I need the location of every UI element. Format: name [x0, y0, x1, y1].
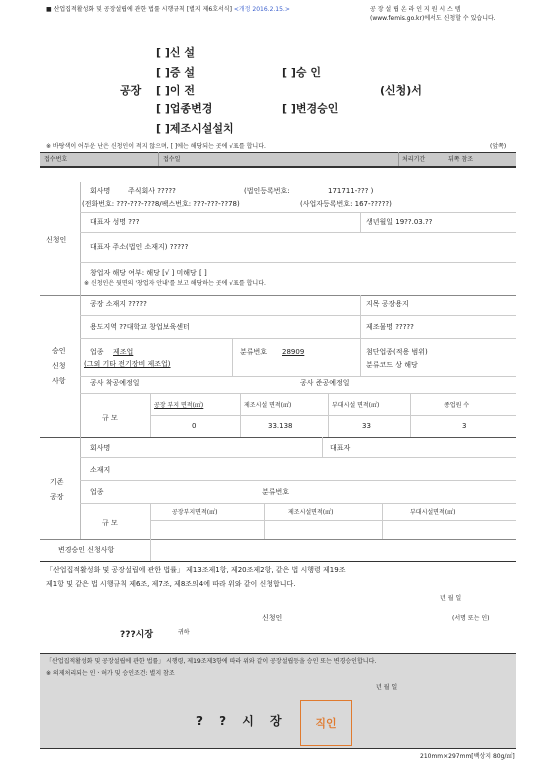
- existing-label-2: 공장: [50, 493, 64, 501]
- declaration-sign: (서명 또는 인): [452, 615, 490, 622]
- title-prefix: 공장: [120, 84, 142, 97]
- product-name: 제조물명 ?????: [366, 323, 414, 331]
- bullet-icon: ■: [46, 6, 52, 13]
- existing-company-label: 회사명: [90, 444, 111, 452]
- rep-address: 대표자 주소(법인 소재지) ?????: [90, 243, 189, 251]
- online-note-1: 공 장 설 립 온 라 인 지 원 시 스 템: [370, 6, 461, 13]
- approval-label-2: 신청: [52, 362, 66, 370]
- processing-label: 처리기간: [402, 156, 426, 163]
- receipt-header: [40, 152, 516, 167]
- title-option-relocate: [ ]이 전: [156, 84, 195, 97]
- startup-checkbox-line: 창업자 해당 여부: 해당 [√ ] 미해당 [ ]: [90, 269, 207, 277]
- paper-spec: 210mm×297mm[백상지 80g/㎡]: [420, 753, 515, 760]
- online-note-2: (www.femis.go.kr)에서도 신청할 수 있습니다.: [370, 15, 496, 22]
- scale-header-manufacture: 제조시설 면적(㎡): [244, 402, 292, 409]
- class-no-label: 분류번호: [240, 348, 268, 356]
- scale-value-auxiliary: 33: [362, 422, 371, 430]
- construction-end: 공사 준공예정일: [300, 379, 350, 387]
- existing-scale-header-manufacture: 제조시설면적(㎡): [288, 509, 334, 516]
- receipt-no-label: 접수번호: [44, 156, 68, 163]
- title-suffix: (신청)서: [380, 84, 422, 97]
- approval-box: [40, 653, 516, 749]
- law-reference: 산업집적활성화 및 공장설립에 관한 법률 시행규칙 [별지 제6호서식]: [53, 6, 232, 13]
- biz-reg-line: (사업자등록번호: 167-?????): [300, 200, 392, 208]
- approval-label-3: 사항: [52, 377, 66, 385]
- instruction-note: ※ 바탕색이 어두운 난은 신청인이 적지 않으며, [ ]에는 해당되는 곳에 √표를 합니다.: [46, 143, 266, 150]
- change-request-label: 변경승인 신청사항: [58, 546, 115, 554]
- startup-note: ※ 신청인은 뒷면의 '창업자 안내'를 보고 해당하는 곳에 √표를 합니다.: [84, 280, 266, 287]
- approval-box-line-1: 「산업집적활성화 및 공장설립에 관한 법률」 시행령, 제19조제3항에 따라 위와 같이 공장설립등을 승인 또는 변경승인합니다.: [46, 658, 377, 665]
- company-label: 회사명: [90, 187, 111, 195]
- title-option-industry-change: [ ]업종변경: [156, 102, 213, 115]
- existing-scale-header-site: 공장부지면적(㎡): [172, 509, 218, 516]
- applicant-section-label: 신청인: [46, 236, 67, 244]
- receipt-date-label: 접수일: [163, 156, 181, 163]
- existing-industry-label: 업종: [90, 488, 104, 496]
- form-reference: [46, 6, 290, 14]
- scale-value-site: 0: [192, 422, 197, 430]
- title-option-new: [ ]신 설: [156, 46, 195, 59]
- land-category: 지목 공장용지: [366, 300, 409, 308]
- title-option-facility: [ ]제조시설설치: [156, 122, 234, 135]
- declaration-date: 년 월 일: [440, 595, 462, 602]
- existing-label-1: 기존: [50, 478, 64, 486]
- industry-sub: (그외 기타 전기장비 제조업): [84, 360, 171, 368]
- construction-start: 공사 착공예정일: [90, 379, 140, 387]
- hightech-label: 첨단업종(적용 범위): [366, 348, 428, 356]
- company-value: 주식회사 ?????: [128, 187, 176, 195]
- use-area: 용도지역 ??대학교 창업보육센터: [90, 323, 190, 331]
- addressee-suffix: 귀하: [178, 629, 190, 636]
- rep-birth: 생년월일 19??.03.??: [366, 218, 433, 226]
- declaration-applicant: 신청인: [262, 614, 283, 622]
- approval-label-1: 승인: [52, 347, 66, 355]
- title-option-approve: [ ]승 인: [282, 66, 321, 79]
- rep-name: 대표자 성명 ???: [90, 218, 140, 226]
- corp-reg-value: 171711-??? ): [328, 187, 374, 195]
- addressee: ???시장: [120, 630, 154, 640]
- title-option-change-approve: [ ]변경승인: [282, 102, 339, 115]
- scale-header-site: 공장 부지 면적(㎡): [154, 402, 204, 409]
- issuer-title: ? ? 시 장: [196, 714, 288, 728]
- class-no-value: 28909: [282, 348, 305, 356]
- official-seal-stamp: 직인: [300, 700, 352, 746]
- class-code-label: 분류코드 상 해당: [366, 361, 418, 369]
- page-mark: (앞쪽): [490, 143, 507, 150]
- form-top-border: [40, 166, 516, 168]
- amendment-note: <개정 2016.2.15.>: [233, 6, 290, 13]
- scale-header-auxiliary: 부대시설 면적(㎡): [332, 402, 380, 409]
- scale-value-employees: 3: [462, 422, 467, 430]
- scale-header-employees: 종업원 수: [444, 402, 470, 409]
- approval-box-date: 년 월 일: [376, 684, 398, 691]
- existing-class-label: 분류번호: [262, 488, 290, 496]
- industry-value: 제조업: [113, 348, 134, 356]
- industry-label: 업종: [90, 348, 104, 356]
- title-option-expand: [ ]증 설: [156, 66, 195, 79]
- declaration-line-1: 「산업집적활성화 및 공장설립에 관한 법률」 제13조제1항, 제20조제2항, 같은 법 시행령 제19조: [46, 566, 346, 574]
- declaration-line-2: 제1항 및 같은 법 시행규칙 제6조, 제7조, 제8조의4에 따라 위와 같이 신청합니다.: [46, 580, 296, 588]
- phone-line: (전화번호: ???-???-???8/팩스번호: ???-???-??78): [82, 200, 240, 208]
- approval-box-line-2: ※ 의제처리되는 인ㆍ허가 및 승인조건: 별지 참조: [46, 670, 175, 677]
- existing-location-label: 소재지: [90, 466, 111, 474]
- corp-reg-label: (법인등록번호:: [244, 187, 290, 195]
- scale-value-manufacture: 33.138: [268, 422, 293, 430]
- existing-scale-label: 규 모: [102, 519, 118, 527]
- processing-value: 뒤쪽 참조: [448, 156, 474, 163]
- existing-scale-header-auxiliary: 부대시설면적(㎡): [410, 509, 456, 516]
- scale-label: 규 모: [102, 414, 118, 422]
- existing-rep-label: 대표자: [330, 444, 351, 452]
- factory-location: 공장 소재지 ?????: [90, 300, 147, 308]
